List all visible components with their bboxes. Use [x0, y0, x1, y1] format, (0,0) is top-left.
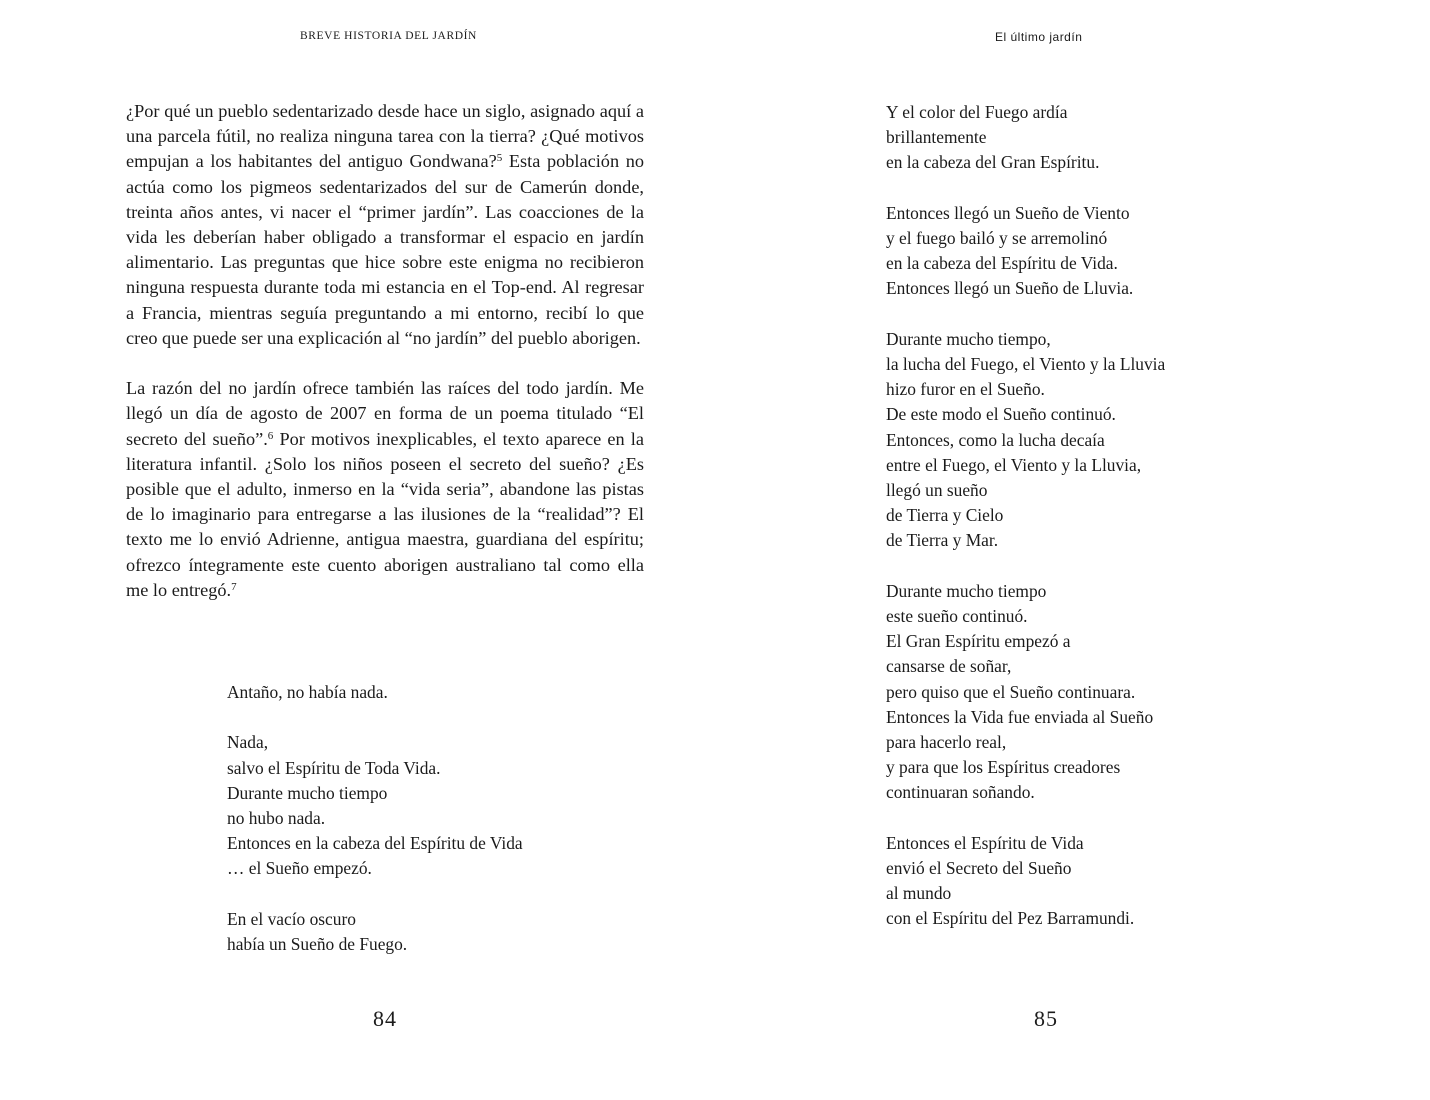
poem-stanza [227, 680, 523, 705]
poem-line: El Gran Espíritu empezó a [886, 631, 1071, 652]
poem-line: Entonces, como la lucha decaía [886, 429, 1105, 450]
poem-line: continuaran soñando. [886, 782, 1035, 803]
poem-stanza [886, 201, 1165, 302]
paragraph-text: La razón del no jardín ofrece también las raíces del todo jardín. Me llegó un día de agosto de 2007 en forma de un poema titulado “El secreto del sueño”. [126, 378, 644, 449]
poem-stanza [227, 907, 523, 957]
poem-line: Durante mucho tiempo [227, 782, 388, 803]
poem-line: al mundo [886, 883, 952, 904]
right-page [715, 0, 1430, 1100]
poem-line: llegó un sueño [886, 480, 988, 501]
poem-line: Nada, [227, 732, 269, 753]
poem-line: Durante mucho tiempo [886, 580, 1047, 601]
poem-line: Entonces el Espíritu de Vida [886, 832, 1084, 853]
poem-line: Entonces llegó un Sueño de Viento [886, 202, 1130, 223]
poem-stanza [886, 579, 1165, 806]
paragraph-text: Esta población no actúa como los pigmeos sedentarizados del sur de Camerún donde, treinta años antes, vi nacer el “primer jardín”. Las coacciones de la vida les deberían haber obligado a transformar el espacio en jardín alimentario. Las preguntas que hice sobre este enigma no recibieron ninguna respuesta durante toda mi estancia en el Top-end. Al regresar a Francia, mientras seguía preguntando a mi entorno, recibí lo que creo que puede ser una explicación al “no jardín” del pueblo aborigen. [126, 151, 644, 348]
poem-line: para hacerlo real, [886, 732, 1007, 753]
paragraph-text: ¿Por qué un pueblo sedentarizado desde hace un siglo, asignado aquí a una parcela fútil, no realiza ninguna tarea con la tierra? ¿Qué motivos empujan a los habitantes del antiguo Gondwana? [126, 101, 644, 172]
poem-line: Entonces la Vida fue enviada al Sueño [886, 706, 1154, 727]
poem-block [886, 100, 1165, 932]
poem-line: Y el color del Fuego ardía [886, 102, 1068, 122]
poem-block [227, 680, 523, 957]
poem-line: Entonces en la cabeza del Espíritu de Vida [227, 833, 523, 854]
running-head: BREVE HISTORIA DEL JARDÍN [300, 30, 477, 42]
page-number: 84 [373, 1006, 397, 1031]
poem-line: envió el Secreto del Sueño [886, 858, 1072, 879]
poem-line: hizo furor en el Sueño. [886, 379, 1045, 400]
poem-line: Durante mucho tiempo, [886, 328, 1051, 349]
footnote-ref: 5 [496, 152, 503, 165]
poem-line: en la cabeza del Gran Espíritu. [886, 152, 1100, 173]
poem-line: y el fuego bailó y se arremolinó [886, 228, 1108, 248]
footnote-ref: 7 [231, 580, 237, 593]
poem-line: no hubo nada. [227, 808, 326, 828]
poem-line: pero quiso que el Sueño continuara. [886, 681, 1136, 702]
poem-line: brillantemente [886, 127, 987, 148]
poem-line: en la cabeza del Espíritu de Vida. [886, 253, 1118, 274]
paragraph-text: Por motivos inexplicables, el texto aparece en la literatura infantil. ¿Solo los niños poseen el secreto del sueño? ¿Es posible que el adulto, inmerso en la “vida seria”, abandone las pistas de lo imaginario para entregarse a las ilusiones de la “realidad”? El texto me lo envió Adrienne, antigua maestra, guardiana del espíritu; ofrezco íntegramente este cuento aborigen australiano tal como ella me lo entregó. [126, 428, 644, 600]
poem-line: En el vacío oscuro [227, 908, 356, 929]
poem-line: cansarse de soñar, [886, 656, 1012, 677]
poem-line: la lucha del Fuego, el Viento y la Lluvia [886, 354, 1166, 374]
poem-stanza [227, 730, 523, 881]
poem-stanza [886, 100, 1165, 176]
poem-line: y para que los Espíritus creadores [886, 757, 1121, 778]
poem-line: con el Espíritu del Pez Barramundi. [886, 908, 1135, 929]
poem-line: De este modo el Sueño continuó. [886, 404, 1116, 425]
page-number: 85 [1034, 1006, 1058, 1031]
running-head: El último jardín [995, 30, 1083, 44]
paragraph [126, 376, 644, 603]
poem-line: este sueño continuó. [886, 606, 1028, 627]
footnote-ref: 6 [267, 429, 274, 442]
poem-line: de Tierra y Cielo [886, 505, 1004, 526]
poem-line: de Tierra y Mar. [886, 530, 999, 551]
poem-line: … el Sueño empezó. [227, 858, 372, 879]
poem-line: Entonces llegó un Sueño de Lluvia. [886, 278, 1134, 299]
paragraph [126, 99, 644, 351]
prose-body [126, 99, 644, 628]
poem-line: Antaño, no había nada. [227, 682, 388, 702]
poem-stanza [886, 327, 1165, 554]
poem-line: salvo el Espíritu de Toda Vida. [227, 757, 441, 778]
poem-line: había un Sueño de Fuego. [227, 934, 408, 954]
poem-stanza [886, 831, 1165, 932]
poem-line: entre el Fuego, el Viento y la Lluvia, [886, 454, 1142, 475]
